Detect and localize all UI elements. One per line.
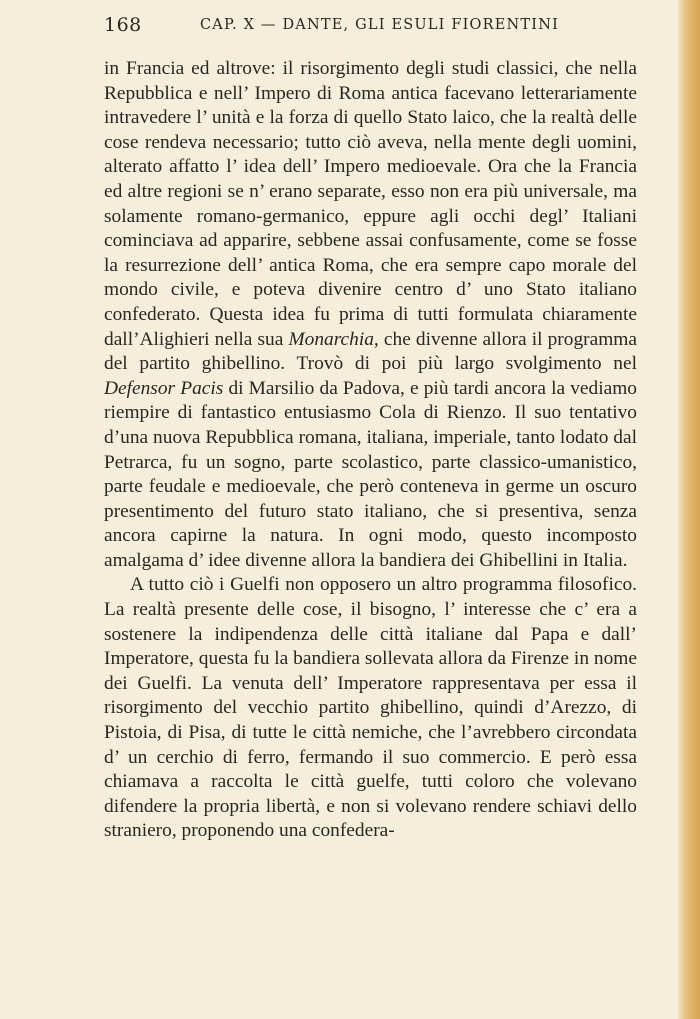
page-number: 168 — [104, 14, 142, 36]
page-edge-stain — [678, 0, 700, 1019]
paragraph-1 — [104, 57, 637, 573]
running-head: CAP. X — DANTE, GLI ESULI FIORENTINI — [200, 17, 560, 33]
page-header — [104, 14, 642, 40]
title-defensor-pacis: Defensor Pacis — [104, 377, 224, 399]
body-text — [104, 57, 637, 844]
paragraph-1-text-a: in Francia ed altrove: il risorgimento degli studi classici, che nella Repubblica e nell’ Impero di Roma antica facevano letterariamente intravedere l’ unità e la forza di quello Stato laico, che la realtà delle cose rendeva necessario; tutto ciò aveva, nella mente degli uomini, alterato affatto l’ idea dell’ Impero medioevale. Ora che la Francia ed altre regioni se n’ erano separate, esso non era più universale, ma solamente romano-germanico, eppure agli occhi degl’ Italiani cominciava ad apparire, sebbene assai confusamente, come se fosse la resurrezione dell’ antica Roma, che era sempre capo morale del mondo civile, e poteva divenire centro d’ uno Stato italiano confederato. Questa idea fu prima di tutti formulata chiaramente dall’Alighieri nella sua — [104, 58, 637, 350]
paragraph-2: A tutto ciò i Guelfi non opposero un altro programma filosofico. La realtà presente delle cose, il bisogno, l’ interesse che c’ era a sostenere la indipendenza delle città italiane dal Papa e dall’ Imperatore, questa fu la bandiera sollevata allora da Firenze in nome dei Guelfi. La venuta dell’ Imperatore rappresentava per essa il risorgimento del vecchio partito ghibellino, quindi d’Arezzo, di Pistoia, di Pisa, di tutte le città nemiche, che l’avrebbero circondata d’ un cerchio di ferro, fermando il suo commercio. E però essa chiamava a raccolta le città guelfe, tutti coloro che volevano difendere la propria libertà, e non si volevano rendere schiavi dello straniero, proponendo una confedera- — [104, 574, 637, 842]
title-monarchia: Monarchia, — [288, 328, 379, 350]
paragraph-1-text-b: che divenne allora il programma del partito ghibellino. Trovò di poi più largo svolgimento nel — [104, 328, 637, 375]
paragraph-1-text-c: di Marsilio da Padova, e più tardi ancora la vediamo riempire di fantastico entusiasmo Cola di Rienzo. Il suo tentativo d’una nuova Repubblica romana, italiana, imperiale, tanto lodato dal Petrarca, fu un sogno, parte scolastico, parte classico-umanistico, parte feudale e medioevale, che però conteneva in germe un oscuro presentimento del futuro stato italiano, che si presentiva, senza ancora capirne la natura. In ogni modo, questo incomposto amalgama d’ idee divenne allora la bandiera dei Ghibellini in Italia. — [104, 377, 638, 571]
